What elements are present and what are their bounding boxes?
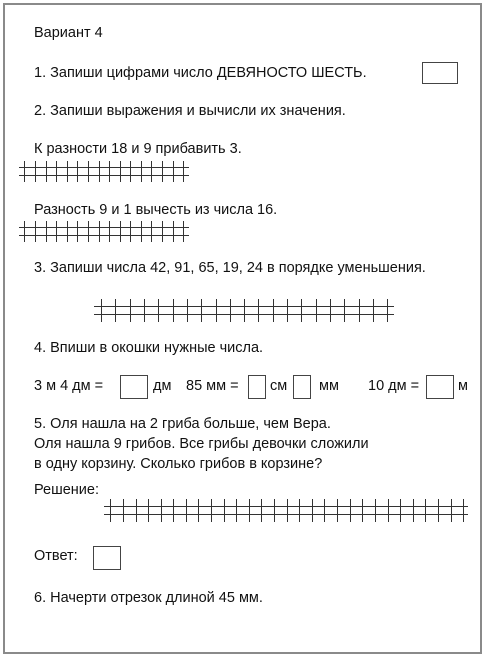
task4-eq2-box1[interactable]: [248, 375, 266, 399]
task3-answer-grid[interactable]: [94, 296, 394, 324]
task4-eq3-unit: м: [458, 378, 468, 394]
task4-eq1-left: 3 м 4 дм =: [34, 378, 104, 394]
task2-part-a-answer-grid[interactable]: [19, 158, 189, 184]
task5-solution-grid[interactable]: [104, 496, 468, 524]
task4-eq3-left: 10 дм =: [368, 378, 420, 394]
task5-answer-box[interactable]: [93, 546, 121, 570]
task5-solution-label: Решение:: [34, 482, 99, 498]
task4-eq1-box[interactable]: [120, 375, 148, 399]
task4-eq2-unit1: см: [270, 378, 288, 394]
task4-eq2-unit2: мм: [319, 378, 339, 394]
task6-text: 6. Начерти отрезок длиной 45 мм.: [34, 590, 263, 606]
task2-part-b: Разность 9 и 1 вычесть из числа 16.: [34, 202, 278, 218]
task1-text: 1. Запиши цифрами число ДЕВЯНОСТО ШЕСТЬ.: [34, 65, 367, 81]
task3-text: 3. Запиши числа 42, 91, 65, 19, 24 в порядке уменьшения.: [34, 260, 426, 276]
task2-part-b-answer-grid[interactable]: [19, 218, 189, 244]
task4-eq1-unit: дм: [153, 378, 172, 394]
variant-title: Вариант 4: [34, 25, 103, 41]
task4-eq2-box2[interactable]: [293, 375, 311, 399]
task4-title: 4. Впиши в окошки нужные числа.: [34, 340, 264, 356]
task2-title: 2. Запиши выражения и вычисли их значения.: [34, 103, 346, 119]
task1-answer-box[interactable]: [422, 62, 458, 84]
task4-eq2-left: 85 мм =: [186, 378, 239, 394]
task5-line3: в одну корзину. Сколько грибов в корзине?: [34, 456, 323, 472]
task2-part-a: К разности 18 и 9 прибавить 3.: [34, 141, 242, 157]
task5-line2: Оля нашла 9 грибов. Все грибы девочки сложили: [34, 436, 369, 452]
task5-line1: 5. Оля нашла на 2 гриба больше, чем Вера.: [34, 416, 331, 432]
task4-eq3-box[interactable]: [426, 375, 454, 399]
task5-answer-label: Ответ:: [34, 548, 78, 564]
